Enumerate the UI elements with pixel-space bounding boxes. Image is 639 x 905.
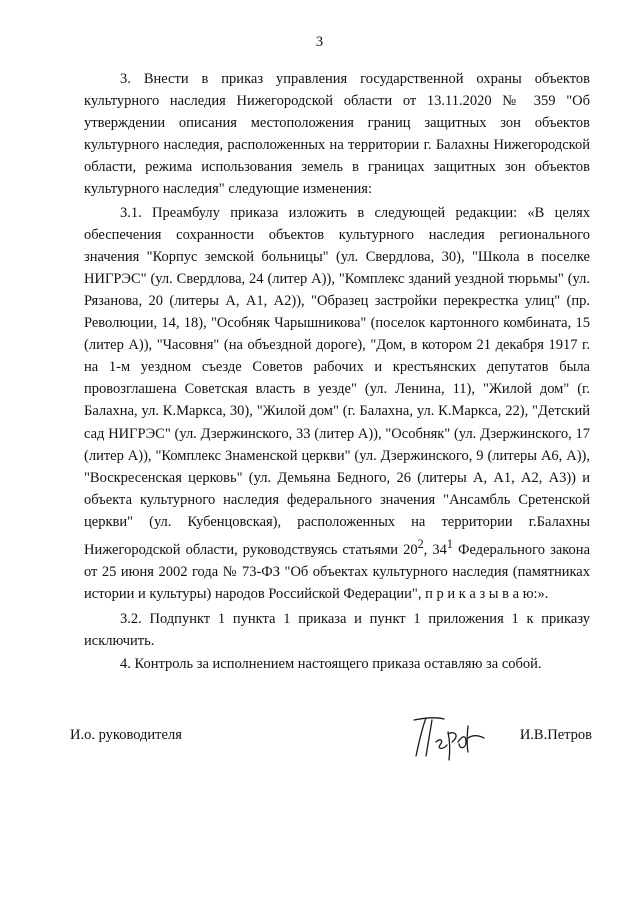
paragraph-3-2: 3.2. Подпункт 1 пункта 1 приказа и пункт 1 приложения 1 к приказу исключить. (84, 611, 590, 650)
signer-name: И.В.Петров (519, 727, 592, 743)
signer-position: И.о. руководителя (70, 727, 182, 743)
signature-block (70, 712, 592, 772)
page-number: 3 (315, 34, 324, 50)
handwritten-signature (410, 712, 488, 762)
paragraph-3-1-text-start: 3.1. Преамбулу приказа изложить в следующей редакции: «В целях обеспечения сохранности объектов культурного наследия регионального значения "Корпус земской больницы" (ул. Свердлова, 30), "Школа в поселке НИГРЭС" (ул. Свердлова, 24 (литер А)), "Комплекс зданий уездной тюрьмы" (ул. Рязанова, 20 (литеры А, А1, А2)), "Образец застройки перекрестка улиц" (пр. Революции, 14, 18), "Особняк Чарышникова" (поселок картонного комбината, 15 (литер А)), "Часовня" (на объездной дороге), "Дом, в котором 21 декабря 1917 г. на 1-м уездном съезде Советов рабочих и крестьянских депутатов была провозглашена Советская власть в уезде" (ул. Ленина, 11), "Жилой дом" (г. Балахна, ул. К.Маркса, 30), "Жилой дом" (г. Балахна, ул. К.Маркса, 22), "Детский сад НИГРЭС" (ул. Дзержинского, 33 (литер А)), "Особняк" (ул. Дзержинского, 17 (литер А)), "Комплекс Знаменской церкви" (ул. Дзержинского, 9 (литеры А6, А)), "Воскресенская церковь" (ул. Демьяна Бедного, 26 (литеры А, А1, А2, А3)) и объекта культурного наследия федерального значения "Ансамбль Сретенской церкви" (ул. Кубенцовская), расположенных на территории г.Балахны Нижегородской области, руководствуясь статьями 20 (84, 204, 590, 558)
paragraph-3-1-text-middle: , 34 (423, 541, 447, 558)
paragraph-3-1-text-end: Федерального закона от 25 июня 2002 года № 73-ФЗ "Об объектах культурного наследия (памятниках истории и культуры) народов Российской Федерации", п р и к а з ы в а ю:». (84, 541, 591, 602)
document-body (84, 68, 590, 675)
superscript-1: 1 (446, 536, 453, 551)
paragraph-4: 4. Контроль за исполнением настоящего приказа оставляю за собой. (120, 656, 542, 673)
paragraph-3: 3. Внести в приказ управления государственной охраны объектов культурного наследия Нижегородской области от 13.11.2020 № 359 "Об утверждении описания местоположения границ защитных зон объектов культурного наследия, расположенных на территории г. Балахны Нижегородской области, режима использования земель в границах защитных зон объектов культурного наследия" следующие изменения: (84, 71, 590, 198)
paragraph-3-1 (84, 202, 590, 606)
superscript-2: 2 (417, 536, 424, 551)
